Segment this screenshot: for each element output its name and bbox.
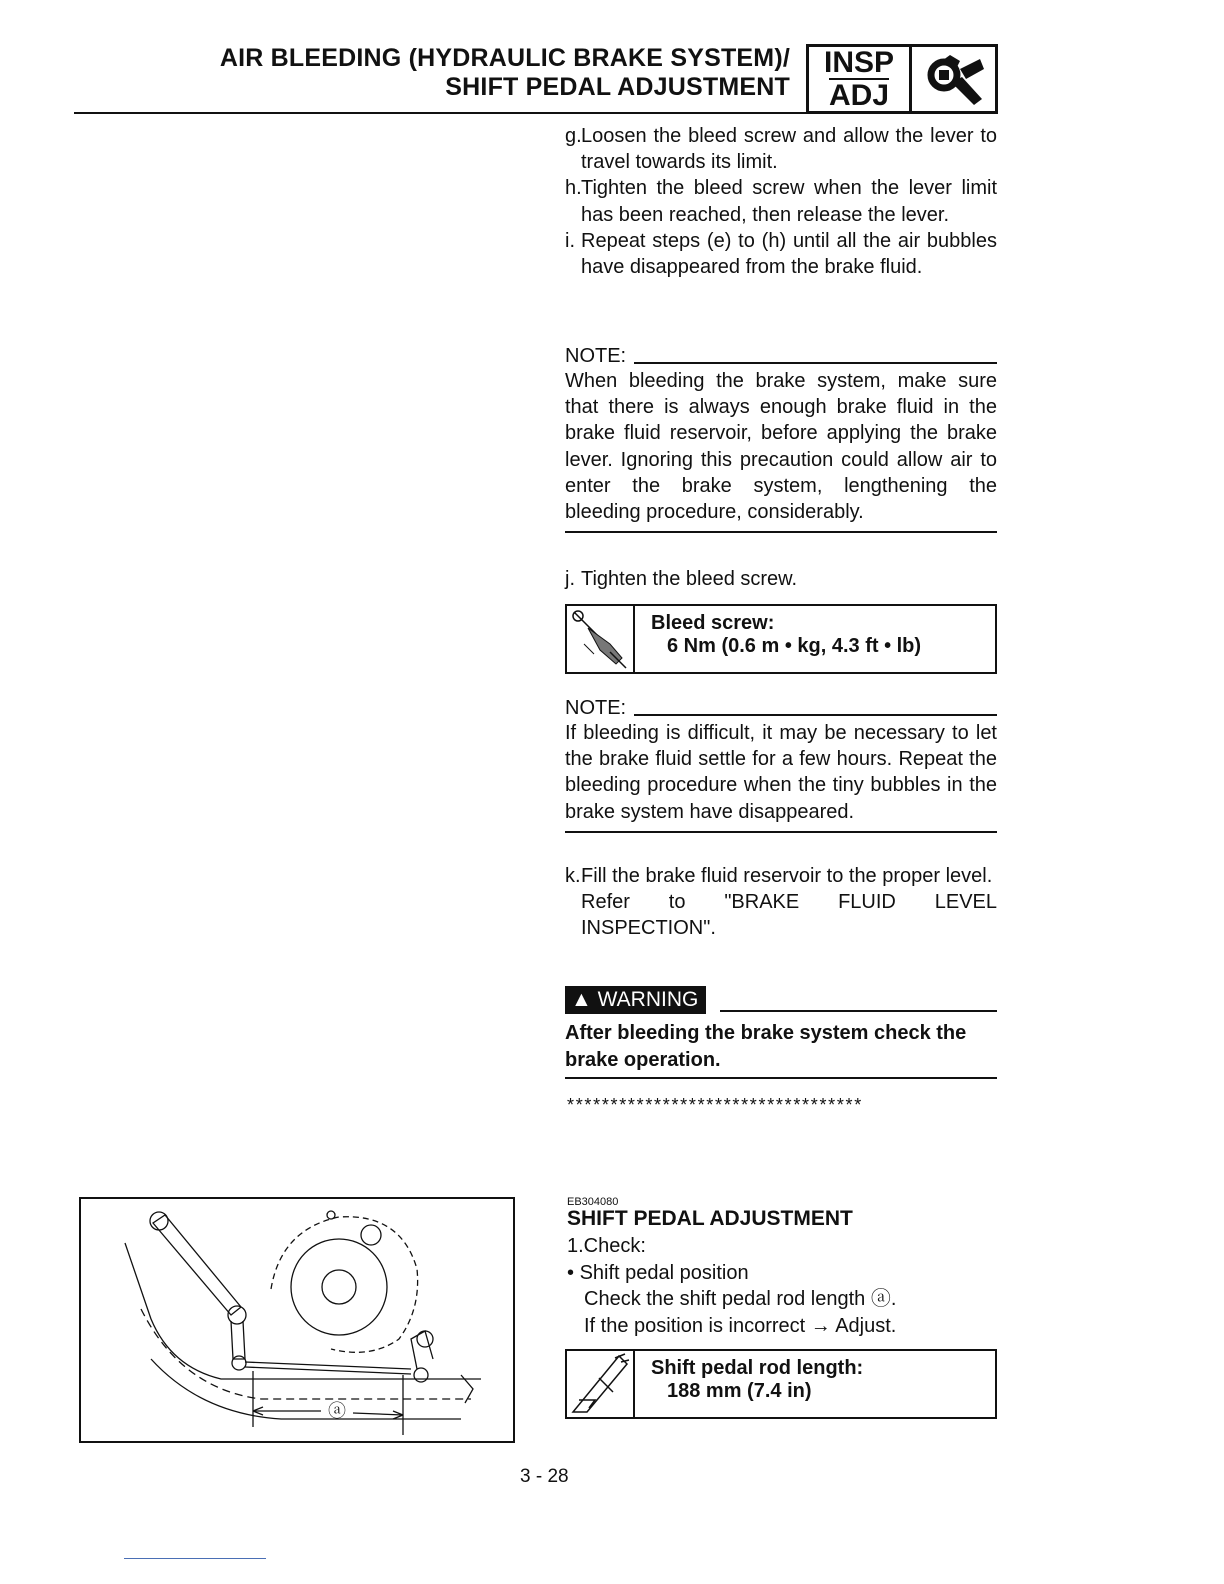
note-text: When bleeding the brake system, make sure that there is always enough brake fluid in the brake fluid reservoir, before applying the brake lever. Ignoring this precaution could allow air to enter the brake system, lengthening the bleeding procedure, considerably. — [565, 370, 997, 524]
section-code: EB304080 — [567, 1196, 619, 1208]
note-text: If bleeding is difficult, it may be necessary to let the brake fluid settle for a few hours. Repeat the bleeding procedure when the tiny bubbles in the brake system have disappeared. — [565, 722, 997, 823]
step-text: Fill the brake fluid reservoir to the proper level. — [581, 865, 993, 887]
spec-label: Bleed screw: — [651, 612, 775, 634]
note-1 — [565, 344, 997, 533]
title-line-2: SHIFT PEDAL ADJUSTMENT — [445, 73, 790, 101]
wrench-icon — [912, 47, 995, 111]
header-rule — [74, 112, 806, 114]
note-end-rule — [565, 831, 997, 833]
spec-label: Shift pedal rod length: — [651, 1357, 864, 1379]
spec-value: 6 Nm (0.6 m • kg, 4.3 ft • lb) — [667, 635, 922, 657]
dimension-callout-a: ⓐ — [328, 1401, 346, 1421]
adjust-text: If the position is incorrect → Adjust. — [584, 1314, 897, 1337]
badge-adj: ADJ — [828, 79, 889, 112]
check-text: Check the shift pedal rod length ⓐ. — [584, 1288, 897, 1310]
step-label: i. — [565, 229, 575, 252]
rod-length-spec-box — [565, 1349, 997, 1419]
warning-end-rule — [565, 1077, 997, 1079]
step-h — [565, 175, 997, 227]
step-k — [565, 863, 997, 942]
shift-linkage-drawing — [81, 1199, 513, 1441]
caliper-icon — [567, 1351, 635, 1417]
step-i — [565, 228, 997, 280]
torque-wrench-icon — [567, 606, 635, 672]
bullet-item — [567, 1260, 999, 1287]
step-j — [565, 566, 997, 592]
note-2 — [565, 696, 997, 833]
warning-label-text: WARNING — [597, 988, 699, 1011]
note-heading: NOTE: — [565, 697, 627, 719]
step-reference: Refer to "BRAKE FLUID LEVEL INSPECTION". — [581, 891, 997, 940]
section-badge — [806, 44, 998, 114]
note-heading: NOTE: — [565, 345, 627, 367]
check-step: 1.Check: — [567, 1235, 646, 1257]
step-g — [565, 123, 997, 175]
step-text: Tighten the bleed screw when the lever limit has been reached, then release the lever. — [581, 177, 997, 226]
step-text: Repeat steps (e) to (h) until all the air bubbles have disappeared from the brake fluid. — [581, 229, 997, 279]
warning-label — [565, 986, 706, 1014]
note-end-rule — [565, 531, 997, 533]
page-title — [220, 44, 790, 102]
steps-g-to-i — [565, 123, 997, 280]
spec-value: 188 mm (7.4 in) — [667, 1380, 812, 1402]
step-label: k. — [565, 865, 581, 887]
section-separator: ********************************** — [567, 1095, 863, 1115]
page-number: 3 - 28 — [520, 1466, 569, 1487]
step-text: Tighten the bleed screw. — [581, 568, 798, 590]
warning-triangle-icon: ▲ — [571, 988, 598, 1011]
section-title: SHIFT PEDAL ADJUSTMENT — [567, 1207, 853, 1230]
shift-pedal-figure — [79, 1197, 515, 1443]
step-text: Loosen the bleed screw and allow the lever to travel towards its limit. — [581, 125, 997, 174]
badge-insp: INSP — [823, 46, 895, 79]
step-label: g. — [565, 125, 582, 147]
warning-text: After bleeding the brake system check the brake operation. — [565, 1022, 967, 1071]
warning-block — [565, 986, 997, 1079]
bullet-text: Shift pedal position — [579, 1261, 749, 1284]
bullet-icon: • — [567, 1261, 580, 1284]
step-label: j. — [565, 568, 575, 590]
step-label: h. — [565, 177, 582, 200]
torque-spec-box — [565, 604, 997, 674]
title-line-1: AIR BLEEDING (HYDRAULIC BRAKE SYSTEM)/ — [219, 44, 790, 72]
footer-rule — [124, 1558, 266, 1559]
section-body — [567, 1233, 999, 1339]
